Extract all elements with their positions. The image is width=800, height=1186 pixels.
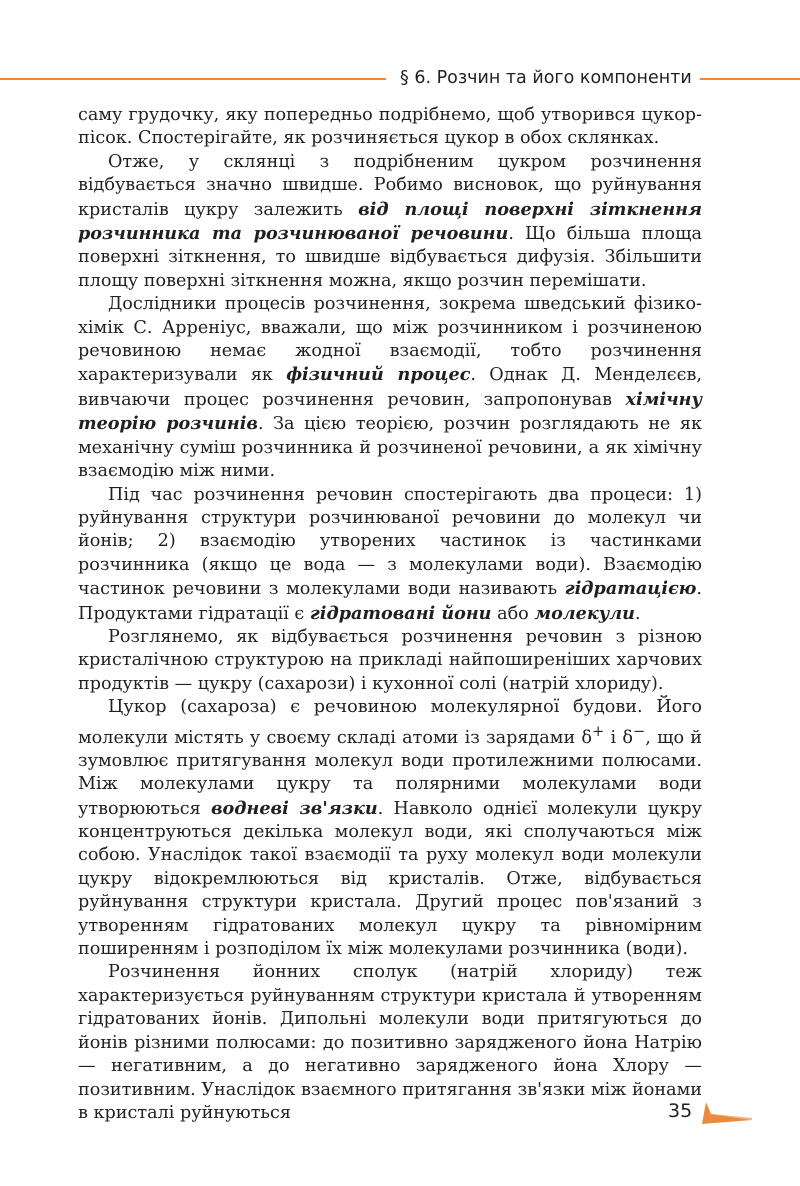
paragraph [78,104,702,151]
charge-superscript: − [633,722,646,740]
paragraph [78,151,702,293]
paragraph [78,696,702,961]
page-corner-ornament-icon [702,1100,754,1128]
header-rule-left [0,78,386,80]
text-run: Розчинення йонних сполук (натрій хлориду) теж характеризується руйнуванням структури кристала й утворенням гідратованих йонів. Дипольні молекули води притягуються до йонів різними полюсами: до позитивно зарядженого йона Натрію — негативним, а до негативно зарядженого йона Хлору — позитивним. Унаслідок взаємного притягання зв'язки між йонами в кристалі руйнуються [78,962,702,1123]
text-run: . Однак Д. Менделєєв, вивчаючи процес розчинення речовин, запропонував [78,365,702,410]
paragraph [78,961,702,1125]
running-header: § 6. Розчин та його компоненти [400,68,692,88]
paragraph [78,626,702,696]
paragraph [78,484,702,626]
text-run: . Навколо однієї молекули цукру концентруються декілька молекул води, які сполучаються між собою. Унаслідок такої взаємодії та руху молекул води молекули цукру відокремлюються від кристалів. Отже, відбувається руйнування структури кристала. Другий процес пов'язаний з утворенням гідратованих молекул цукру та рівномірним поширенням і розподілом їх між молекулами розчинника (води). [78,798,702,960]
text-run: і δ [604,727,633,748]
text-run: . Що більша площа поверхні зіткнення, то швидше відбувається дифузія. Збільшити площу поверхні зіткнення можна, якщо розчин перемішати. [78,224,702,291]
emphasized-term: гідратовані йони [309,602,492,624]
header-rule-right [700,78,800,80]
paragraph [78,293,702,483]
text-run: Цукор (сахароза) є речовиною молекулярної будови. Його молекули містять у своєму складі атоми із зарядами δ [78,697,702,748]
emphasized-term: молекули [534,602,635,624]
emphasized-term: фізичний процес [286,364,471,386]
emphasized-term: гідратацією [564,578,697,600]
emphasized-term: водневі зв'язки [211,797,378,819]
text-run: . [634,603,641,624]
emphasized-term: хімічну теорію розчинів [78,388,702,435]
text-run: . За цією теорією, розчин розглядають не як механічну суміш розчинника й розчиненої речовини, а як хімічну взаємодію між ними. [78,414,702,482]
page-body [78,104,702,1125]
text-run: Під час розчинення речовин спостерігають два процеси: 1) руйнування структури розчинюваної речовини до молекул чи йонів; 2) взаємодію утворених частинок із частинками розчинника (якщо це вода — з молекулами води). Взаємодію частинок речовини з молекулами води називають [78,484,702,600]
emphasized-term: від площі поверхні зіткнення розчинника та розчинюваної речовини [78,198,702,245]
charge-superscript: + [592,722,605,740]
text-run: Розглянемо, як відбувається розчинення речовин з різною кристалічною структурою на прикладі найпоширеніших харчових продуктів — цукру (сахарози) і кухонної солі (натрій хлориду). [78,626,702,694]
text-run: Отже, у склянці з подрібненим цукром розчинення відбувається значно швидше. Робимо висновок, що руйнування кристалів цукру залежить [78,151,702,220]
text-run: , що й зумовлює притягування молекул води протилежними полюсами. Між молекулами цукру та полярними молекулами води утворюються [78,727,703,819]
text-run: Дослідники процесів розчинення, зокрема шведський фізико-хімік С. Арреніус, вважали, що між розчинником і розчиненою речовиною немає жодної взаємодії, тобто розчинення характеризували як [78,294,702,386]
text-run: . Продуктами гідратації є [78,579,702,624]
page-number: 35 [668,1100,693,1122]
text-run: саму грудочку, яку попередньо подрібнемо, щоб утворився цукор-пісок. Спостерігайте, як розчиняється цукор в обох склянках. [78,105,702,149]
text-run: або [491,603,535,624]
